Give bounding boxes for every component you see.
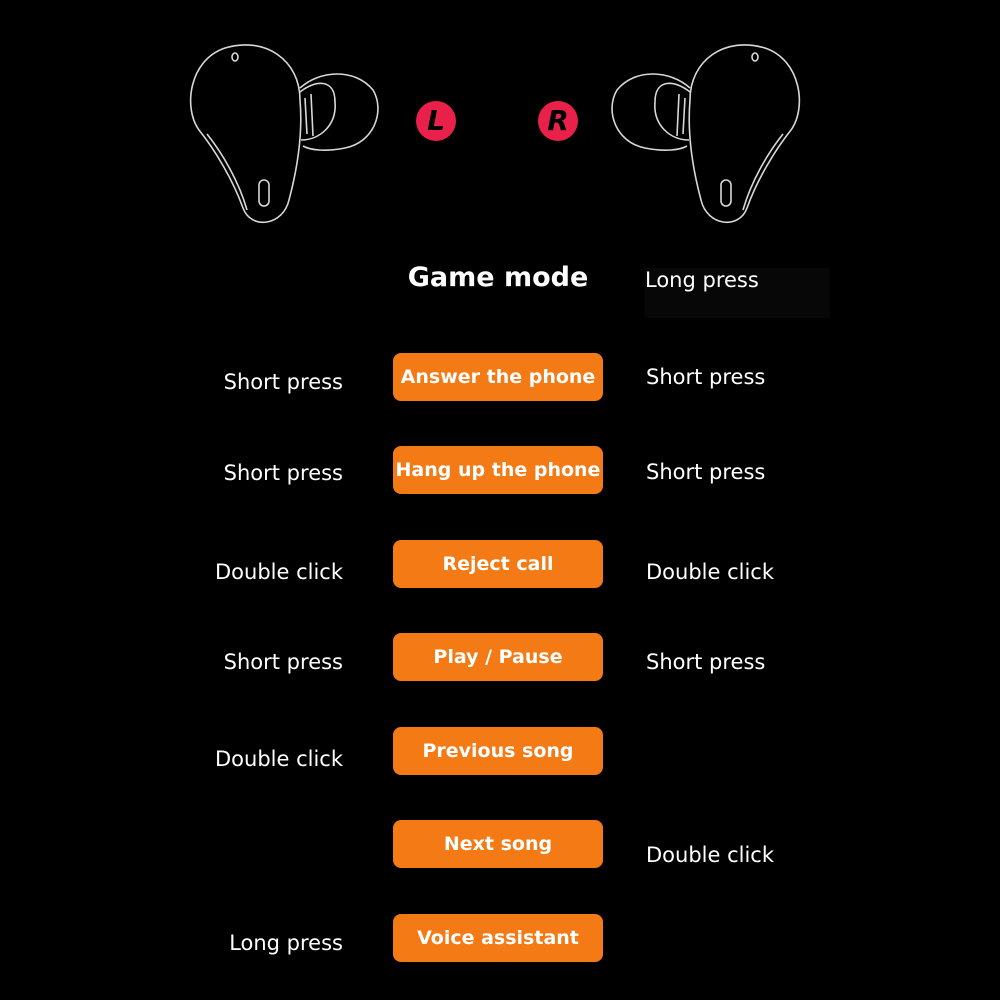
left-gesture-label: Double click — [214, 747, 343, 771]
hang-up-button[interactable]: Hang up the phone — [393, 446, 603, 494]
left-gesture-label: Short press — [223, 370, 343, 394]
left-badge: L — [416, 101, 456, 141]
game-mode-press: Long press — [645, 268, 830, 318]
right-earbud-illustration — [605, 30, 805, 240]
game-mode-title: Game mode — [407, 262, 589, 293]
next-song-button[interactable]: Next song — [393, 820, 603, 868]
left-earbud-illustration — [185, 30, 385, 240]
play-pause-button[interactable]: Play / Pause — [393, 633, 603, 681]
answer-phone-button[interactable]: Answer the phone — [393, 353, 603, 401]
left-gesture-label: Short press — [223, 461, 343, 485]
left-gesture-label: Double click — [214, 560, 343, 584]
left-gesture-label: Long press — [229, 931, 343, 955]
right-gesture-label: Short press — [646, 650, 766, 674]
voice-assistant-button[interactable]: Voice assistant — [393, 914, 603, 962]
right-gesture-label: Double click — [646, 560, 775, 584]
previous-song-button[interactable]: Previous song — [393, 727, 603, 775]
left-gesture-label: Short press — [223, 650, 343, 674]
right-gesture-label: Short press — [646, 365, 766, 389]
right-gesture-label: Short press — [646, 460, 766, 484]
right-badge: R — [538, 101, 578, 141]
reject-call-button[interactable]: Reject call — [393, 540, 603, 588]
right-gesture-label: Double click — [646, 843, 775, 867]
